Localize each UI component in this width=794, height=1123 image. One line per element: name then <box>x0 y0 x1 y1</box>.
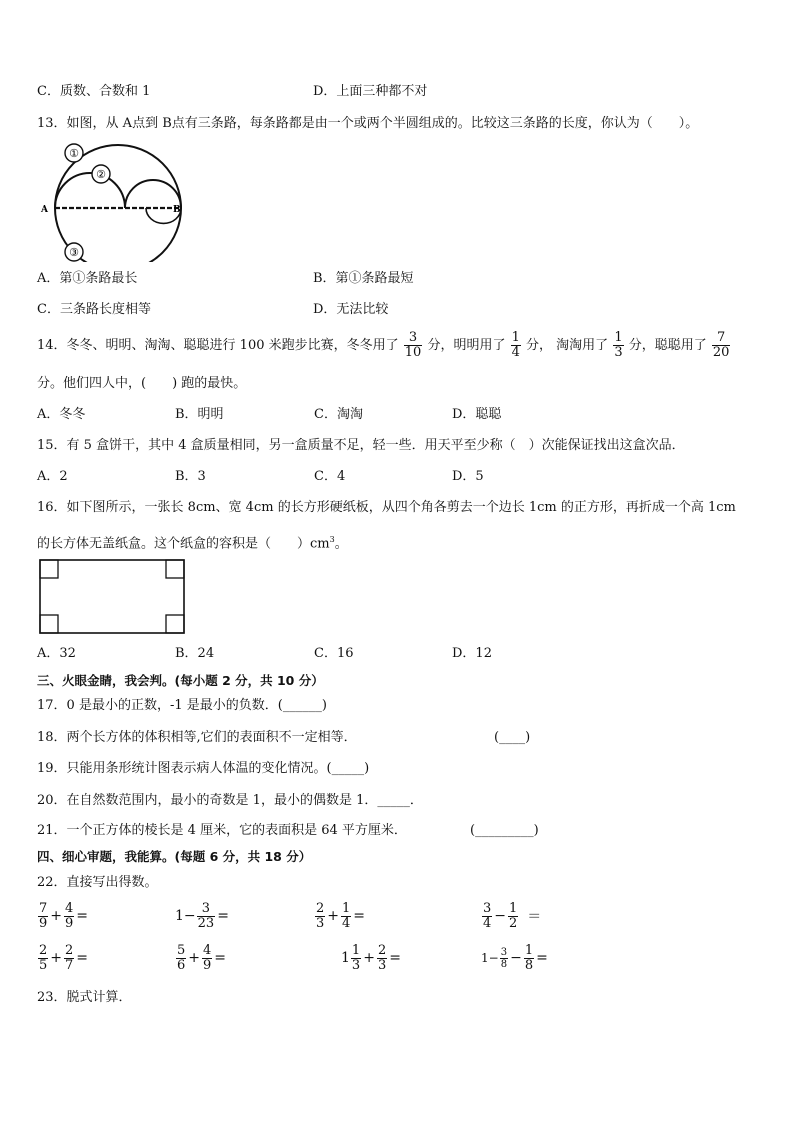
q16-option-c: C．16 <box>314 646 354 661</box>
calc-r2c3: 1 $\frac{1}{3}$ + $\frac{2}{3}$ = <box>341 942 401 973</box>
figure-label-3: ③ <box>69 246 79 259</box>
q19-statement: 19．只能用条形统计图表示病人体温的变化情况。(_____) <box>37 761 370 776</box>
calc-r2c4: 1− $\frac{3}{8}$ − $\frac{1}{8}$ = <box>481 942 548 973</box>
q16-option-b: B．24 <box>175 646 215 661</box>
calc-r2c1: $\frac{2}{5}$ + $\frac{2}{7}$ = <box>39 942 89 973</box>
q18-answer-blank: (____) <box>494 730 531 745</box>
calc-r1c4: $\frac{3}{4}$ − $\frac{1}{2}$ ＝ <box>483 900 542 931</box>
q12-option-d: D．上面三种都不对 <box>313 84 428 99</box>
q16-option-d: D．12 <box>452 646 492 661</box>
q14-option-d: D．聪聪 <box>452 407 502 422</box>
calc-r1c1: $\frac{7}{9}$ + $\frac{4}{9}$ = <box>39 900 89 931</box>
q14-stem-line1 <box>37 328 731 366</box>
q17-statement: 17．0 是最小的正数，-1 是最小的负数．(______) <box>37 698 327 713</box>
q16-stem-end: 。 <box>334 536 348 552</box>
q13-semicircle-figure <box>38 140 188 262</box>
q14-seg2: 分， 淘淘用了 <box>526 338 609 353</box>
q14-option-c: C．淘淘 <box>314 407 363 422</box>
q14-fraction-dongdong: $\frac{3}{10}$ <box>404 330 422 360</box>
q12-option-c: C．质数、合数和 1 <box>37 84 151 99</box>
q15-option-a: A．2 <box>37 469 68 484</box>
figure-label-a: A <box>41 205 48 215</box>
q16-cubic-superscript: 3 <box>329 535 335 544</box>
figure-label-2: ② <box>96 168 106 181</box>
q16-cardboard-figure <box>38 558 188 636</box>
q13-option-a: A．第①条路最长 <box>37 271 138 286</box>
calc-r1c3: $\frac{2}{3}$ + $\frac{1}{4}$ = <box>316 900 366 931</box>
corner-square-top-left <box>40 560 58 578</box>
q14-stem-a: 14．冬冬、明明、淘淘、聪聪进行 100 米跑步比赛，冬冬用了 <box>37 338 399 353</box>
q13-stem: 13．如图，从 A点到 B点有三条路，每条路都是由一个或两个半圆组成的。比较这三条路的长度，你认为（ ）。 <box>37 116 699 131</box>
q21-statement: 21．一个正方体的棱长是 4 厘米，它的表面积是 64 平方厘米． <box>37 823 407 838</box>
q13-option-b: B．第①条路最短 <box>313 271 414 286</box>
corner-square-bottom-right <box>166 615 184 633</box>
corner-square-top-right <box>166 560 184 578</box>
figure-label-1: ① <box>69 147 79 160</box>
q15-stem: 15．有 5 盒饼干，其中 4 盒质量相同，另一盒质量不足，轻一些．用天平至少称（ ）次能保证找出这盒次品． <box>37 438 685 453</box>
q14-fraction-mingming: $\frac{1}{4}$ <box>511 330 520 360</box>
q13-option-d: D．无法比较 <box>313 302 389 317</box>
q21-answer-blank: (_________) <box>470 823 539 838</box>
section-4-heading: 四、细心审题，我能算。(每题 6 分，共 18 分） <box>37 849 312 864</box>
q20-statement: 20．在自然数范围内，最小的奇数是 1，最小的偶数是 1．_____． <box>37 793 423 808</box>
q16-option-a: A．32 <box>37 646 76 661</box>
q23-prompt: 23．脱式计算． <box>37 990 132 1005</box>
q14-fraction-congcong: $\frac{7}{20}$ <box>712 330 730 360</box>
section-3-heading: 三、火眼金睛，我会判。(每小题 2 分，共 10 分） <box>37 673 324 688</box>
q14-option-a: A．冬冬 <box>37 407 86 422</box>
q16-stem-line2 <box>37 531 348 553</box>
calc-r2c2: $\frac{5}{6}$ + $\frac{4}{9}$ = <box>177 942 227 973</box>
q13-option-c: C．三条路长度相等 <box>37 302 151 317</box>
q14-seg1: 分，明明用了 <box>427 338 506 353</box>
q14-seg3: 分，聪聪用了 <box>628 338 707 353</box>
q16-stem-a: 16．如下图所示，一张长 8cm、宽 4cm 的长方形硬纸板，从四个角各剪去一个边长 1cm 的正方形，再折成一个高 1cm <box>37 500 736 515</box>
q15-option-c: C．4 <box>314 469 346 484</box>
q18-statement: 18．两个长方体的体积相等,它们的表面积不一定相等． <box>37 730 357 745</box>
calc-r1c2: 1− $\frac{3}{23}$ = <box>175 900 229 931</box>
q15-option-b: B．3 <box>175 469 206 484</box>
q15-option-d: D．5 <box>452 469 484 484</box>
figure-label-b: B <box>173 205 181 215</box>
q14-fraction-taotao: $\frac{1}{3}$ <box>614 330 623 360</box>
q16-stem-b: 的长方体无盖纸盒。这个纸盒的容积是（ ）cm <box>37 536 330 552</box>
corner-square-bottom-left <box>40 615 58 633</box>
cardboard-rectangle <box>40 560 184 633</box>
q22-prompt: 22．直接写出得数。 <box>37 875 158 890</box>
path-2-upper-semicircles <box>55 173 181 208</box>
q14-stem-b: 分。他们四人中，( ) 跑的最快。 <box>37 376 247 391</box>
q14-option-b: B．明明 <box>175 407 224 422</box>
